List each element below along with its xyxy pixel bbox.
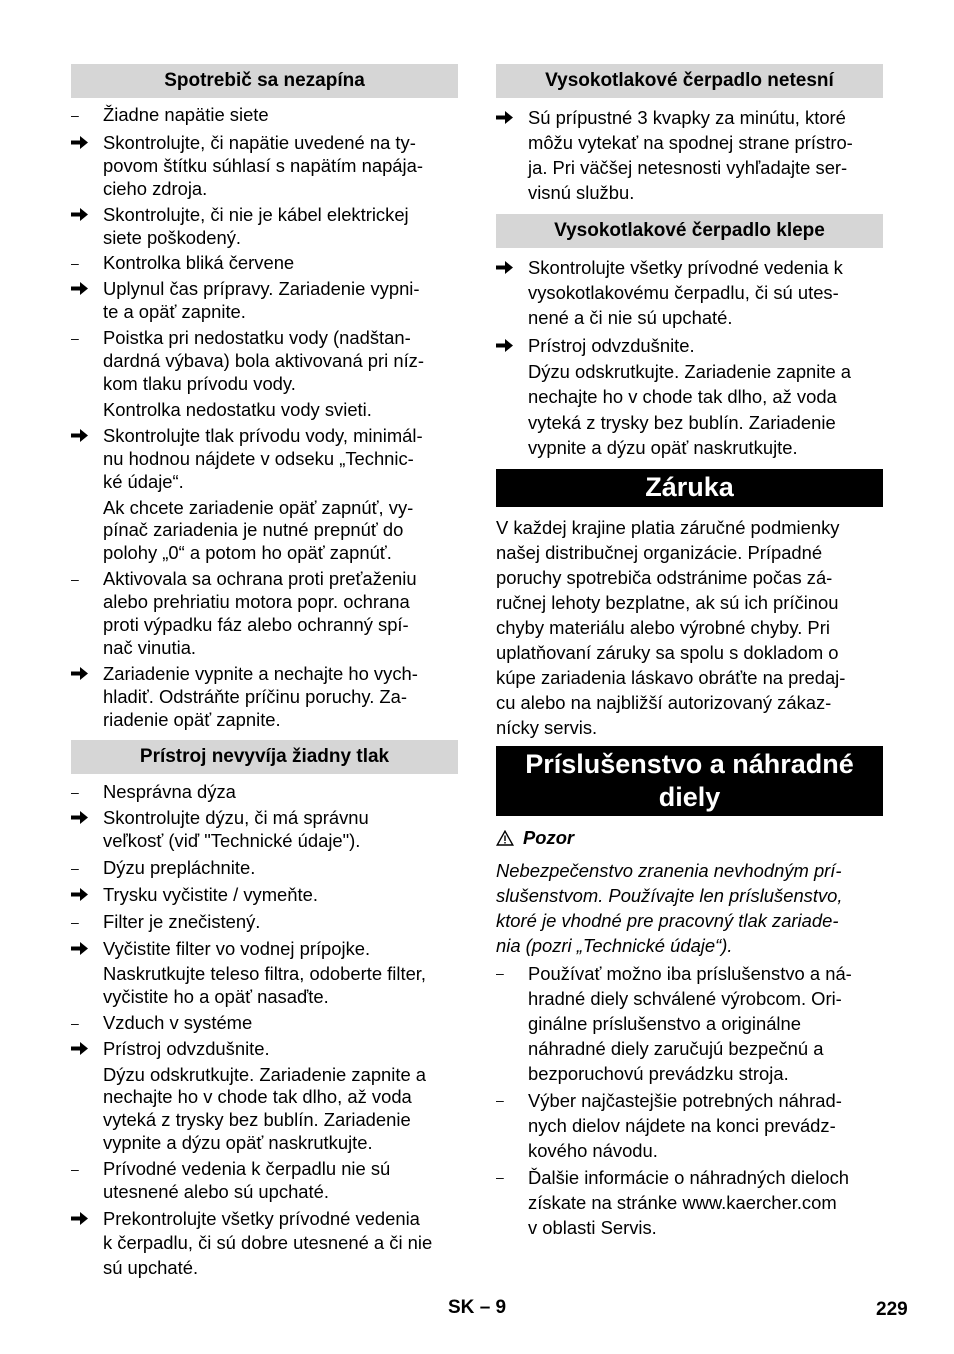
section-heading-device-not-starting: Spotrebič sa nezapína — [71, 64, 458, 98]
list-item-arrow: Prístroj odvzdušnite. Dýzu odskrutkujte. Zariadenie zapnite a nechajte ho v chode tak dlho, až voda vyteká z trysky bez bublín. Zariadenie vypnite a dýzu opäť naskrutkujte. — [496, 333, 883, 461]
dash-bullet — [71, 327, 95, 350]
list-item-arrow: Skontrolujte všetky prívodné vedenia k vysokotlakovému čerpadlu, či sú utes- nené a či nie sú upchaté. — [496, 255, 883, 330]
dash-bullet — [71, 857, 95, 880]
list-item-dash: – Aktivovala sa ochrana proti preťaženiu alebo prehriatiu motora popr. ochrana proti výpadku fáz alebo ochranný spí- nač vinutia. — [71, 568, 458, 660]
section-heading-pump-leaking: Vysokotlakové čerpadlo netesní — [496, 64, 883, 98]
dash-bullet — [496, 1088, 520, 1113]
section-heading-no-pressure: Prístroj nevyvíja žiadny tlak — [71, 740, 458, 774]
arrow-icon — [71, 278, 95, 301]
list-item-arrow: Vyčistite filter vo vodnej prípojke. Naskrutkujte teleso filtra, odoberte filter, vyčistite ho a opäť nasaďte. — [71, 938, 458, 1009]
list-item-arrow: Skontrolujte, či napätie uvedené na ty- povom štítku súhlasí s napätím napája- cieho zdroja. — [71, 132, 458, 201]
list-item-dash: – Dýzu prepláchnite. — [71, 857, 458, 880]
warning-triangle-icon — [496, 828, 514, 852]
list-item-dash: – Filter je znečistený. — [71, 911, 458, 934]
dash-bullet — [496, 961, 520, 986]
arrow-icon — [71, 204, 95, 227]
list-item-dash: – Výber najčastejšie potrebných náhrad- nych dielov nájdete na konci prevádz- kového návodu. — [496, 1088, 883, 1163]
dash-bullet — [71, 1158, 95, 1181]
dash-bullet — [71, 911, 95, 934]
list-item-dash: – Vzduch v systéme — [71, 1012, 458, 1035]
dash-bullet — [496, 1165, 520, 1190]
list-item-dash: – Nesprávna dýza — [71, 781, 458, 804]
warranty-paragraph: V každej krajine platia záručné podmienky našej distribučnej organizácie. Prípadné poruchy spotrebiča odstránime počas zá- ručnej lehoty bezplatne, ak sú ich príčinou chyby materiálu alebo výrobné chyby. Pri uplatňovaní záruky sa spolu s dokladom o kúpe zariadenia láskavo obráťte na predaj- cu alebo na najbližší autorizovaný zákaz- nícky servis. — [496, 516, 846, 738]
list-item-arrow: Skontrolujte, či nie je kábel elektrickej siete poškodený. — [71, 204, 458, 250]
warning-label: Pozor — [496, 826, 883, 852]
list-item-arrow: Skontrolujte tlak prívodu vody, minimál- nu hodnou nájdete v odseku „Technic- ké údaje“. Ak chcete zariadenie opäť zapnúť, vy- pínač zariadenia je nutné prepnúť do polohy „0“ a potom ho opäť zapnúť. — [71, 425, 458, 565]
list-item-arrow: Skontrolujte dýzu, či má správnu veľkosť (viď "Technické údaje"). — [71, 807, 458, 853]
section-heading-pump-knocking: Vysokotlakové čerpadlo klepe — [496, 214, 883, 248]
list-item-dash: – Ďalšie informácie o náhradných dieloch získate na stránke www.kaercher.com v oblasti Servis. — [496, 1165, 883, 1240]
dash-bullet — [71, 1012, 95, 1035]
dash-bullet — [71, 252, 95, 275]
list-item-dash: – Používať možno iba príslušenstvo a ná- hradné diely schválené výrobcom. Ori- ginálne príslušenstvo a originálne náhradné diely zaručujú bezpečnú a bezporuchovú prevádzku stroja. — [496, 961, 883, 1086]
section-heading-accessories: Príslušenstvo a náhradné diely — [496, 746, 883, 816]
arrow-icon — [71, 938, 95, 961]
left-column — [71, 64, 458, 1280]
footer-section-page: SK – 9 — [448, 1297, 507, 1318]
arrow-icon — [496, 333, 520, 359]
arrow-icon — [496, 105, 520, 130]
dash-bullet — [71, 104, 95, 127]
list-item-arrow: Zariadenie vypnite a nechajte ho vych- hladiť. Odstráňte príčinu poruchy. Za- riadenie opäť zapnite. — [71, 663, 458, 732]
dash-bullet — [71, 568, 95, 591]
list-item-dash: – Poistka pri nedostatku vody (nadštan- dardná výbava) bola aktivovaná pri níz- kom tlaku prívodu vody. Kontrolka nedostatku vody svieti. — [71, 327, 458, 422]
arrow-icon — [71, 1038, 95, 1061]
list-item-arrow: Prístroj odvzdušnite. Dýzu odskrutkujte. Zariadenie zapnite a nechajte ho v chode tak dlho, až voda vyteká z trysky bez bublín. Zariadenie vypnite a dýzu opäť naskrutkujte. — [71, 1038, 458, 1156]
arrow-icon — [71, 807, 95, 830]
list-item-dash: – Kontrolka bliká červene — [71, 252, 458, 275]
list-item-arrow: Uplynul čas prípravy. Zariadenie vypni- te a opäť zapnite. — [71, 278, 458, 324]
list-item-arrow: Prekontrolujte všetky prívodné vedenia k čerpadlu, či sú dobre utesnené a či nie sú upchaté. — [71, 1207, 458, 1281]
list-item-arrow: Trysku vyčistite / vymeňte. — [71, 884, 458, 907]
warning-text: Nebezpečenstvo zranenia nevhodným prí- slušenstvom. Používajte len príslušenstvo, ktoré je vhodné pre pracovný tlak zariade- nia (pozri „Technické údaje“). — [496, 859, 843, 956]
arrow-icon — [71, 663, 95, 686]
arrow-icon — [496, 255, 520, 280]
arrow-icon — [71, 1207, 95, 1232]
right-column — [496, 64, 883, 1240]
list-item-dash: – Žiadne napätie siete — [71, 104, 458, 127]
page-number: 229 — [876, 1299, 908, 1320]
dash-bullet — [71, 781, 95, 804]
arrow-icon — [71, 884, 95, 907]
list-item-arrow: Sú prípustné 3 kvapky za minútu, ktoré môžu vytekať na spodnej strane prístro- ja. Pri väčšej netesnosti vyhľadajte ser- visnú službu. — [496, 105, 883, 205]
list-item-dash: – Prívodné vedenia k čerpadlu nie sú utesnené alebo sú upchaté. — [71, 1158, 458, 1204]
arrow-icon — [71, 132, 95, 155]
section-heading-warranty: Záruka — [496, 469, 883, 507]
arrow-icon — [71, 425, 95, 448]
